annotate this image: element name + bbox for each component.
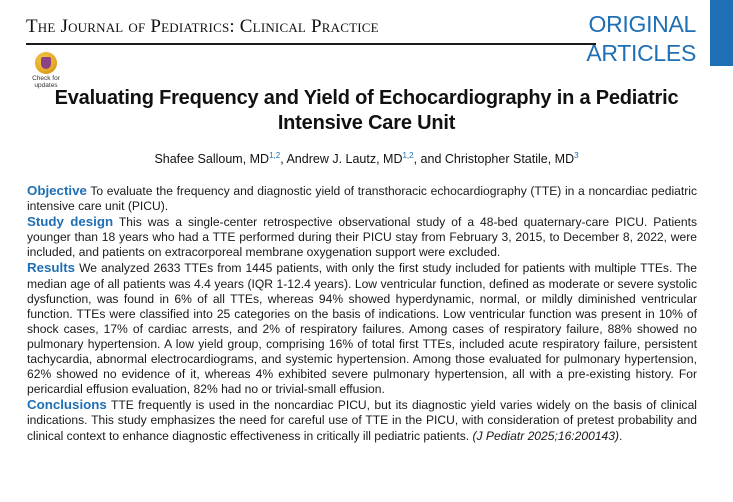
article-type-line2: ARTICLES bbox=[586, 40, 696, 66]
author-name: Christopher Statile, MD bbox=[444, 152, 575, 167]
abstract-results bbox=[27, 260, 697, 397]
article-type-label bbox=[566, 10, 696, 68]
header-divider bbox=[26, 43, 596, 45]
section-text: To evaluate the frequency and diagnostic yield of transthoracic echocardiography (TTE) in a noncardiac pediatric intensive care unit (PICU). bbox=[27, 184, 697, 214]
citation: (J Pediatr 2025;16:200143) bbox=[472, 428, 620, 443]
section-text: We analyzed 2633 TTEs from 1445 patients, with only the first study included for patients with multiple TTEs. The median age of all patients was 4.4 years (IQR 1-12.4 years). Low ventricular function, defined as moderate or severe systolic dysfunction, was found in 6% of all TTEs, whereas 94% showed hyperdynamic, normal, or mildly diminished ventricular function. TTEs were classified into 25 categories on the basis of indications. Low ventricular function was present in 10% of shock cases, 17% of cardiac arrests, and 2% of respiratory failures. Among cases of respiratory failure, 88% showed no pulmonary hypertension. A low yield group, comprising 16% of total first TTEs, included acute respiratory failure, persistent tachycardia, abnormal electrocardiograms, and systemic hypertension. Among those evaluated for pulmonary hypertension, 62% showed no evidence of it, whereas 4% exhibited severe pulmonary hypertension, all with a pre-existing history. For pericardial effusion evaluation, 82% had no or trivial-small effusion. bbox=[27, 261, 697, 397]
author-name: Shafee Salloum, MD bbox=[154, 152, 270, 167]
journal-name bbox=[26, 16, 496, 38]
article-title: Evaluating Frequency and Yield of Echocardiography in a Pediatric Intensive Care Unit bbox=[54, 87, 679, 134]
author-affiliation[interactable]: 1,2 bbox=[402, 151, 414, 160]
journal-name-text: The Journal of Pediatrics: Clinical Practice bbox=[26, 16, 379, 37]
section-heading: Conclusions bbox=[27, 397, 107, 413]
author-affiliation[interactable]: 1,2 bbox=[269, 151, 281, 160]
author-separator: , bbox=[280, 152, 287, 167]
badge-label-line1: Check for bbox=[32, 75, 60, 82]
section-text: This was a single-center retrospective observational study of a 48-bed quaternary-care PICU. Patients younger than 18 years who had a TTE performed during their PICU stay from February 3, 2015, to December 8, 2022, were included, and patients on extracorporeal membrane oxygenation support were excluded. bbox=[27, 215, 697, 260]
check-for-updates-icon bbox=[35, 52, 57, 74]
author-list bbox=[40, 151, 693, 166]
citation-end: . bbox=[619, 428, 623, 443]
section-tab-marker bbox=[710, 0, 733, 66]
author-affiliation[interactable]: 3 bbox=[574, 151, 579, 160]
badge-label-line2: updates bbox=[34, 82, 58, 89]
abstract-conclusions bbox=[27, 397, 697, 443]
abstract bbox=[27, 183, 697, 444]
section-heading: Objective bbox=[27, 183, 87, 198]
article-type-line1: ORIGINAL bbox=[588, 11, 696, 37]
section-heading: Study design bbox=[27, 214, 114, 230]
author-separator: , and bbox=[413, 152, 445, 167]
abstract-study-design bbox=[27, 214, 697, 260]
section-heading: Results bbox=[27, 260, 76, 276]
section-text: TTE frequently is used in the noncardiac PICU, but its diagnostic yield varies widely on the basis of clinical indications. This study emphasizes the need for careful use of TTE in the PICU, with consideration of pretest probability and clinical context to enhance diagnostic effectiveness in critically ill pediatric patients. bbox=[27, 398, 697, 443]
abstract-objective bbox=[27, 183, 697, 214]
author-name: Andrew J. Lautz, MD bbox=[286, 152, 403, 167]
